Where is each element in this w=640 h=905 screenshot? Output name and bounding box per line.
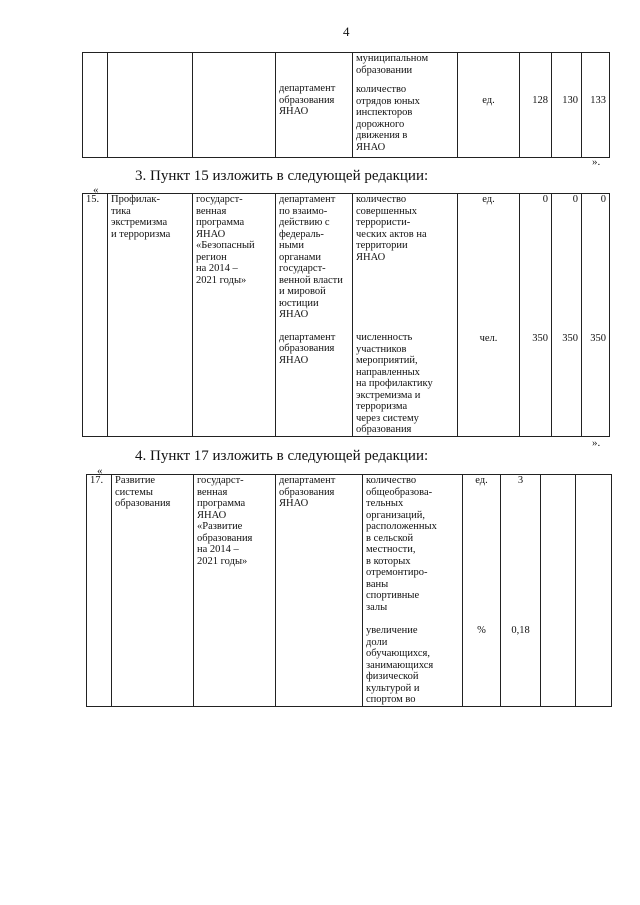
indicator-cell: количество совершенных террористи- ческих актов на территории ЯНАО xyxy=(356,194,427,263)
closing-quote: ». xyxy=(592,437,601,449)
value-cell: 3 xyxy=(517,475,524,486)
section-heading: 3. Пункт 15 изложить в следующей редакции: xyxy=(135,168,429,184)
dept-cell: департамент образования ЯНАО xyxy=(279,83,336,117)
section-heading: 4. Пункт 17 изложить в следующей редакции: xyxy=(135,448,429,464)
indicator-cell: численность участников мероприятий, направленных на профилактику экстремизма и терроризма через систему образования xyxy=(356,332,433,435)
value-cell: 350 xyxy=(532,332,548,344)
dept-cell: департамент образования ЯНАО xyxy=(279,475,336,509)
opening-quote: « xyxy=(93,184,99,196)
indicator-cell: количество отрядов юных инспекторов дорожного движения в ЯНАО xyxy=(356,84,420,153)
value-cell: 0 xyxy=(572,194,578,205)
dept-cell: департамент по взаимо- действию с федераль- ными органами государст- венной власти и мировой юстиции ЯНАО xyxy=(279,194,343,320)
program-cell: государст- венная программа ЯНАО «Развитие образования на 2014 – 2021 годы» xyxy=(197,475,253,567)
indicator-cell: увеличение доли обучающихся, занимающихся физической культурой и спортом во xyxy=(366,625,434,705)
row-number: 15. xyxy=(86,194,100,205)
table-item-17 xyxy=(86,474,612,707)
unit-cell: % xyxy=(477,624,486,636)
value-cell: 130 xyxy=(562,95,578,106)
value-cell: 350 xyxy=(590,332,606,344)
unit-cell: ед. xyxy=(482,194,495,205)
table-item-15 xyxy=(82,193,610,437)
value-cell: 128 xyxy=(532,95,548,106)
row-number: 17. xyxy=(90,475,104,486)
opening-quote: « xyxy=(97,465,103,477)
direction-cell: Профилак- тика экстремизма и терроризма xyxy=(111,194,171,240)
unit-cell: ед. xyxy=(482,95,495,106)
indicator-cell: количество общеобразова- тельных организаций, расположенных в сельской местности, в которых отремонтиро- ваны спортивные залы xyxy=(366,475,437,613)
direction-cell: Развитие системы образования xyxy=(115,475,171,509)
unit-cell: чел. xyxy=(479,332,498,344)
table-continuation xyxy=(82,52,610,158)
value-cell: 0,18 xyxy=(511,624,530,636)
indicator-cell: муниципальном образовании xyxy=(356,53,429,76)
value-cell: 0 xyxy=(600,194,606,205)
program-cell: государст- венная программа ЯНАО «Безопасный регион на 2014 – 2021 годы» xyxy=(196,194,255,286)
unit-cell: ед. xyxy=(475,475,488,486)
closing-quote: ». xyxy=(592,156,601,168)
value-cell: 350 xyxy=(562,332,578,344)
page-number: 4 xyxy=(343,24,350,39)
dept-cell: департамент образования ЯНАО xyxy=(279,331,336,366)
value-cell: 0 xyxy=(542,194,548,205)
value-cell: 133 xyxy=(590,95,606,106)
